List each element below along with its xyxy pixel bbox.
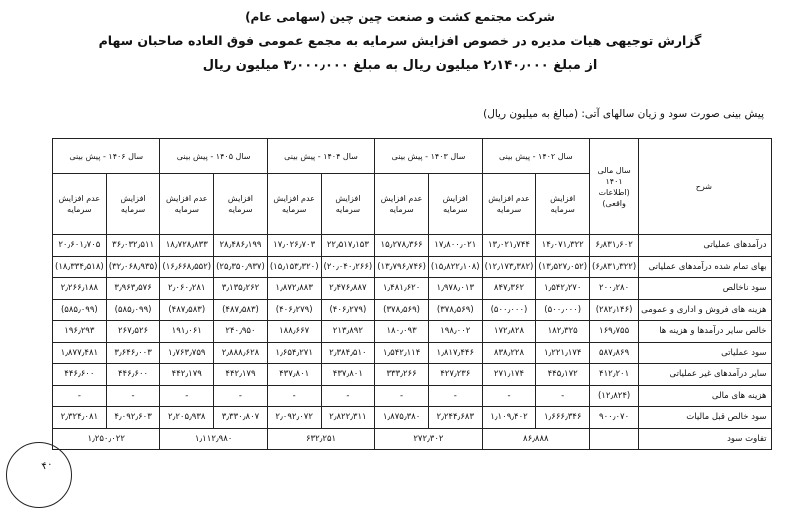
table-cell: ۲۶۷٫۵۲۶ xyxy=(106,321,160,343)
table-cell: ۲٫۳۸۴٫۵۱۰ xyxy=(321,342,375,364)
row-label: سود عملیاتی xyxy=(639,342,771,364)
row-label: سایر درآمدهای غیر عملیاتی xyxy=(639,364,771,386)
table-cell: ۲۸٫۴۸۶٫۱۹۹ xyxy=(214,235,268,257)
table-cell: ۳۶٫۰۳۲٫۵۱۱ xyxy=(106,235,160,257)
table-cell: ۱٫۸۷۷٫۴۸۱ xyxy=(53,342,107,364)
table-cell: (۳۲٫۰۶۸٫۹۳۵) xyxy=(106,256,160,278)
company-title: شرکت مجتمع کشت و صنعت چین چین (سهامی عام) xyxy=(245,10,555,24)
diff-cell: ۸۶٫۸۸۸ xyxy=(482,428,589,450)
table-cell: ۱۸۲٫۳۲۵ xyxy=(536,321,590,343)
table-cell: ۲٫۰۹۲٫۰۷۲ xyxy=(267,407,321,429)
cell-audited: ۵۸۷٫۸۶۹ xyxy=(590,342,639,364)
table-cell: (۲۵٫۳۵۰٫۹۳۷) xyxy=(214,256,268,278)
year-header: سال ۱۴۰۴ - پیش بینی xyxy=(267,139,374,174)
table-cell: - xyxy=(214,385,268,407)
table-subtitle: پیش بینی صورت سود و زیان سالهای آتی: (مبالغ به میلیون ریال) xyxy=(483,108,764,120)
table-cell: ۱٫۸۷۲٫۸۸۳ xyxy=(267,278,321,300)
table-cell: ۱۸۸٫۶۶۷ xyxy=(267,321,321,343)
table-row xyxy=(53,342,772,364)
table-cell: ۴٫۰۹۲٫۶۰۳ xyxy=(106,407,160,429)
table-cell: - xyxy=(267,385,321,407)
table-cell: ۱۷٫۸۰۰٫۰۲۱ xyxy=(428,235,482,257)
table-cell: ۳۳۳٫۲۶۶ xyxy=(375,364,429,386)
col-increase: افزایش سرمایه xyxy=(321,174,375,235)
table-cell: (۱۵٫۸۲۲٫۱۰۸) xyxy=(428,256,482,278)
table-cell: - xyxy=(428,385,482,407)
col-increase: افزایش سرمایه xyxy=(106,174,160,235)
table-cell: (۴۸۷٫۵۸۳) xyxy=(214,299,268,321)
table-cell: ۲۴۰٫۹۵۰ xyxy=(214,321,268,343)
table-cell: (۵۸۵٫۰۹۹) xyxy=(53,299,107,321)
cell-audited: (۶٫۸۳۱٫۳۲۲) xyxy=(590,256,639,278)
table-cell: (۵۸۵٫۰۹۹) xyxy=(106,299,160,321)
col-no-increase: عدم افزایش سرمایه xyxy=(53,174,107,235)
desc-header: شرح xyxy=(639,139,771,235)
diff-label: تفاوت سود xyxy=(639,428,771,450)
cell-audited: ۱۶۹٫۷۵۵ xyxy=(590,321,639,343)
table-cell: ۳٫۱۳۵٫۲۶۲ xyxy=(214,278,268,300)
row-label: سود خالص قبل مالیات xyxy=(639,407,771,429)
table-cell: ۱۳٫۰۲۱٫۷۴۴ xyxy=(482,235,536,257)
table-cell: - xyxy=(536,385,590,407)
income-statement-table xyxy=(52,138,772,450)
table-cell: ۳٫۶۴۶٫۰۰۳ xyxy=(106,342,160,364)
table-cell: (۱۳٫۷۹۶٫۷۴۶) xyxy=(375,256,429,278)
table-cell: ۱۷٫۰۲۶٫۷۰۳ xyxy=(267,235,321,257)
table-cell: ۲٫۲۶۶٫۱۸۸ xyxy=(53,278,107,300)
table-cell: (۳۷۸٫۵۶۹) xyxy=(375,299,429,321)
table-row xyxy=(53,299,772,321)
year-header: سال ۱۴۰۵ - پیش بینی xyxy=(160,139,267,174)
table-cell: - xyxy=(53,385,107,407)
table-cell: - xyxy=(321,385,375,407)
table-cell: ۴۴۶٫۶۰۰ xyxy=(106,364,160,386)
table-cell: ۱۷۲٫۸۲۸ xyxy=(482,321,536,343)
table-cell: (۵۰۰٫۰۰۰) xyxy=(482,299,536,321)
empty-cell xyxy=(590,428,639,450)
col-no-increase: عدم افزایش سرمایه xyxy=(375,174,429,235)
col-no-increase: عدم افزایش سرمایه xyxy=(482,174,536,235)
table-cell: ۱٫۱۰۹٫۴۰۲ xyxy=(482,407,536,429)
cell-audited: (۲۸۲٫۱۴۶) xyxy=(590,299,639,321)
diff-cell: ۱٫۱۱۲٫۹۸۰ xyxy=(160,428,267,450)
table-cell: ۱٫۲۲۱٫۱۷۴ xyxy=(536,342,590,364)
year-header: سال ۱۴۰۶ - پیش بینی xyxy=(53,139,160,174)
table-cell: ۴۲۷٫۲۳۶ xyxy=(428,364,482,386)
table-cell: (۵۰۰٫۰۰۰) xyxy=(536,299,590,321)
table-cell: ۴۳۷٫۸۰۱ xyxy=(267,364,321,386)
table-cell: - xyxy=(106,385,160,407)
table-cell: ۴۳۷٫۸۰۱ xyxy=(321,364,375,386)
table-cell: ۴۴۵٫۱۷۲ xyxy=(536,364,590,386)
table-cell: ۳٫۹۶۳٫۵۷۶ xyxy=(106,278,160,300)
col-no-increase: عدم افزایش سرمایه xyxy=(267,174,321,235)
table-cell: ۱٫۹۷۸٫۰۱۳ xyxy=(428,278,482,300)
table-cell: ۱۴٫۰۷۱٫۳۲۲ xyxy=(536,235,590,257)
row-label: سود ناخالص xyxy=(639,278,771,300)
table-cell: ۸۳۸٫۲۲۸ xyxy=(482,342,536,364)
table-cell: (۱۲٫۱۷۳٫۳۸۲) xyxy=(482,256,536,278)
table-cell: ۱٫۷۶۳٫۷۵۹ xyxy=(160,342,214,364)
table-row xyxy=(53,364,772,386)
table-row xyxy=(53,407,772,429)
table-cell: ۱۵٫۲۷۸٫۳۶۶ xyxy=(375,235,429,257)
table-cell: (۳۷۸٫۵۶۹) xyxy=(428,299,482,321)
table-cell: ۱۸٫۷۲۸٫۸۳۳ xyxy=(160,235,214,257)
table-cell: ۱٫۸۷۵٫۳۸۰ xyxy=(375,407,429,429)
cell-audited: ۲۰۰٫۲۸۰ xyxy=(590,278,639,300)
table-cell: ۱٫۴۸۱٫۶۲۰ xyxy=(375,278,429,300)
table-row xyxy=(53,235,772,257)
table-row xyxy=(53,278,772,300)
cell-audited: ۴۱۲٫۲۰۱ xyxy=(590,364,639,386)
diff-cell: ۱٫۲۵۰٫۰۲۲ xyxy=(53,428,160,450)
report-amount: از مبلغ ۲٫۱۴۰٫۰۰۰ میلیون ریال به مبلغ ۳٫۰۰۰٫۰۰۰ میلیون ریال xyxy=(202,58,598,73)
table-cell: ۴۴۶٫۶۰۰ xyxy=(53,364,107,386)
table-cell: ۲٫۲۴۴٫۶۸۳ xyxy=(428,407,482,429)
diff-cell: ۶۳۲٫۲۵۱ xyxy=(267,428,374,450)
table-cell: (۴۸۷٫۵۸۳) xyxy=(160,299,214,321)
table-cell: (۴۰۶٫۲۷۹) xyxy=(267,299,321,321)
table-cell: ۱٫۵۴۲٫۲۷۰ xyxy=(536,278,590,300)
table-row xyxy=(53,385,772,407)
table-cell: (۱۵٫۱۵۳٫۳۲۰) xyxy=(267,256,321,278)
col-no-increase: عدم افزایش سرمایه xyxy=(160,174,214,235)
table-cell: (۲۰٫۰۴۰٫۲۶۶) xyxy=(321,256,375,278)
diff-row xyxy=(53,428,772,450)
year-header: سال ۱۴۰۳ - پیش بینی xyxy=(375,139,482,174)
col-increase: افزایش سرمایه xyxy=(536,174,590,235)
table-cell: ۱٫۸۱۷٫۴۴۶ xyxy=(428,342,482,364)
diff-cell: ۲۷۲٫۳۰۲ xyxy=(375,428,482,450)
stamp-circle xyxy=(6,442,72,508)
row-label: بهای تمام شده درآمدهای عملیاتی xyxy=(639,256,771,278)
table-cell: ۸۴۷٫۳۶۲ xyxy=(482,278,536,300)
table-cell: ۲٫۳۲۴٫۰۸۱ xyxy=(53,407,107,429)
table-row xyxy=(53,321,772,343)
stamp-text: ۴۰ xyxy=(40,458,55,473)
cell-audited: ۹۰۰٫۰۷۰ xyxy=(590,407,639,429)
table-cell: ۲٫۴۷۶٫۸۸۷ xyxy=(321,278,375,300)
row-label: خالص سایر درآمدها و هزینه ها xyxy=(639,321,771,343)
table-cell: ۱۸۰٫۰۹۳ xyxy=(375,321,429,343)
table-cell: ۴۴۲٫۱۷۹ xyxy=(214,364,268,386)
audited-header: سال مالی ۱۴۰۱ (اطلاعات واقعی) xyxy=(590,139,639,235)
table-cell: (۱۸٫۳۳۴٫۵۱۸) xyxy=(53,256,107,278)
table-cell: ۲٫۰۶۰٫۲۸۱ xyxy=(160,278,214,300)
table-cell: (۱۳٫۵۲۷٫۰۵۲) xyxy=(536,256,590,278)
table-cell: ۲۲٫۵۱۷٫۱۵۳ xyxy=(321,235,375,257)
table-cell: - xyxy=(482,385,536,407)
table-cell: ۱٫۶۵۴٫۲۷۱ xyxy=(267,342,321,364)
table-cell: - xyxy=(160,385,214,407)
col-increase: افزایش سرمایه xyxy=(214,174,268,235)
table-cell: ۱۹۶٫۲۹۳ xyxy=(53,321,107,343)
table-cell: ۲٫۲۰۵٫۹۳۸ xyxy=(160,407,214,429)
table-cell: ۲۷۱٫۱۷۴ xyxy=(482,364,536,386)
report-title: گزارش توجیهی هیات مدیره در خصوص افزایش سرمایه به مجمع عمومی فوق العاده صاحبان سهام xyxy=(98,33,702,48)
table-cell: ۱٫۶۶۶٫۳۴۶ xyxy=(536,407,590,429)
table-cell: ۱٫۵۴۲٫۱۱۴ xyxy=(375,342,429,364)
table-cell: ۴۴۲٫۱۷۹ xyxy=(160,364,214,386)
table-cell: ۱۹۸٫۰۰۲ xyxy=(428,321,482,343)
table-cell: ۳٫۳۳۰٫۸۰۷ xyxy=(214,407,268,429)
table-cell: ۲٫۸۸۸٫۶۲۸ xyxy=(214,342,268,364)
table-cell: ۲۱۳٫۸۹۲ xyxy=(321,321,375,343)
table-cell: - xyxy=(375,385,429,407)
table-cell: (۱۶٫۶۶۸٫۵۵۲) xyxy=(160,256,214,278)
table-cell: (۴۰۶٫۲۷۹) xyxy=(321,299,375,321)
cell-audited: (۱۲٫۸۲۴) xyxy=(590,385,639,407)
cell-audited: ۶٫۸۳۱٫۶۰۲ xyxy=(590,235,639,257)
table-cell: ۱۹۱٫۰۶۱ xyxy=(160,321,214,343)
table-cell: ۲۰٫۶۰۱٫۷۰۵ xyxy=(53,235,107,257)
row-label: هزینه های فروش و اداری و عمومی xyxy=(639,299,771,321)
table-row xyxy=(53,256,772,278)
col-increase: افزایش سرمایه xyxy=(428,174,482,235)
row-label: هزینه های مالی xyxy=(639,385,771,407)
table-cell: ۲٫۸۲۲٫۳۱۱ xyxy=(321,407,375,429)
year-header: سال ۱۴۰۲ - پیش بینی xyxy=(482,139,589,174)
row-label: درآمدهای عملیاتی xyxy=(639,235,771,257)
